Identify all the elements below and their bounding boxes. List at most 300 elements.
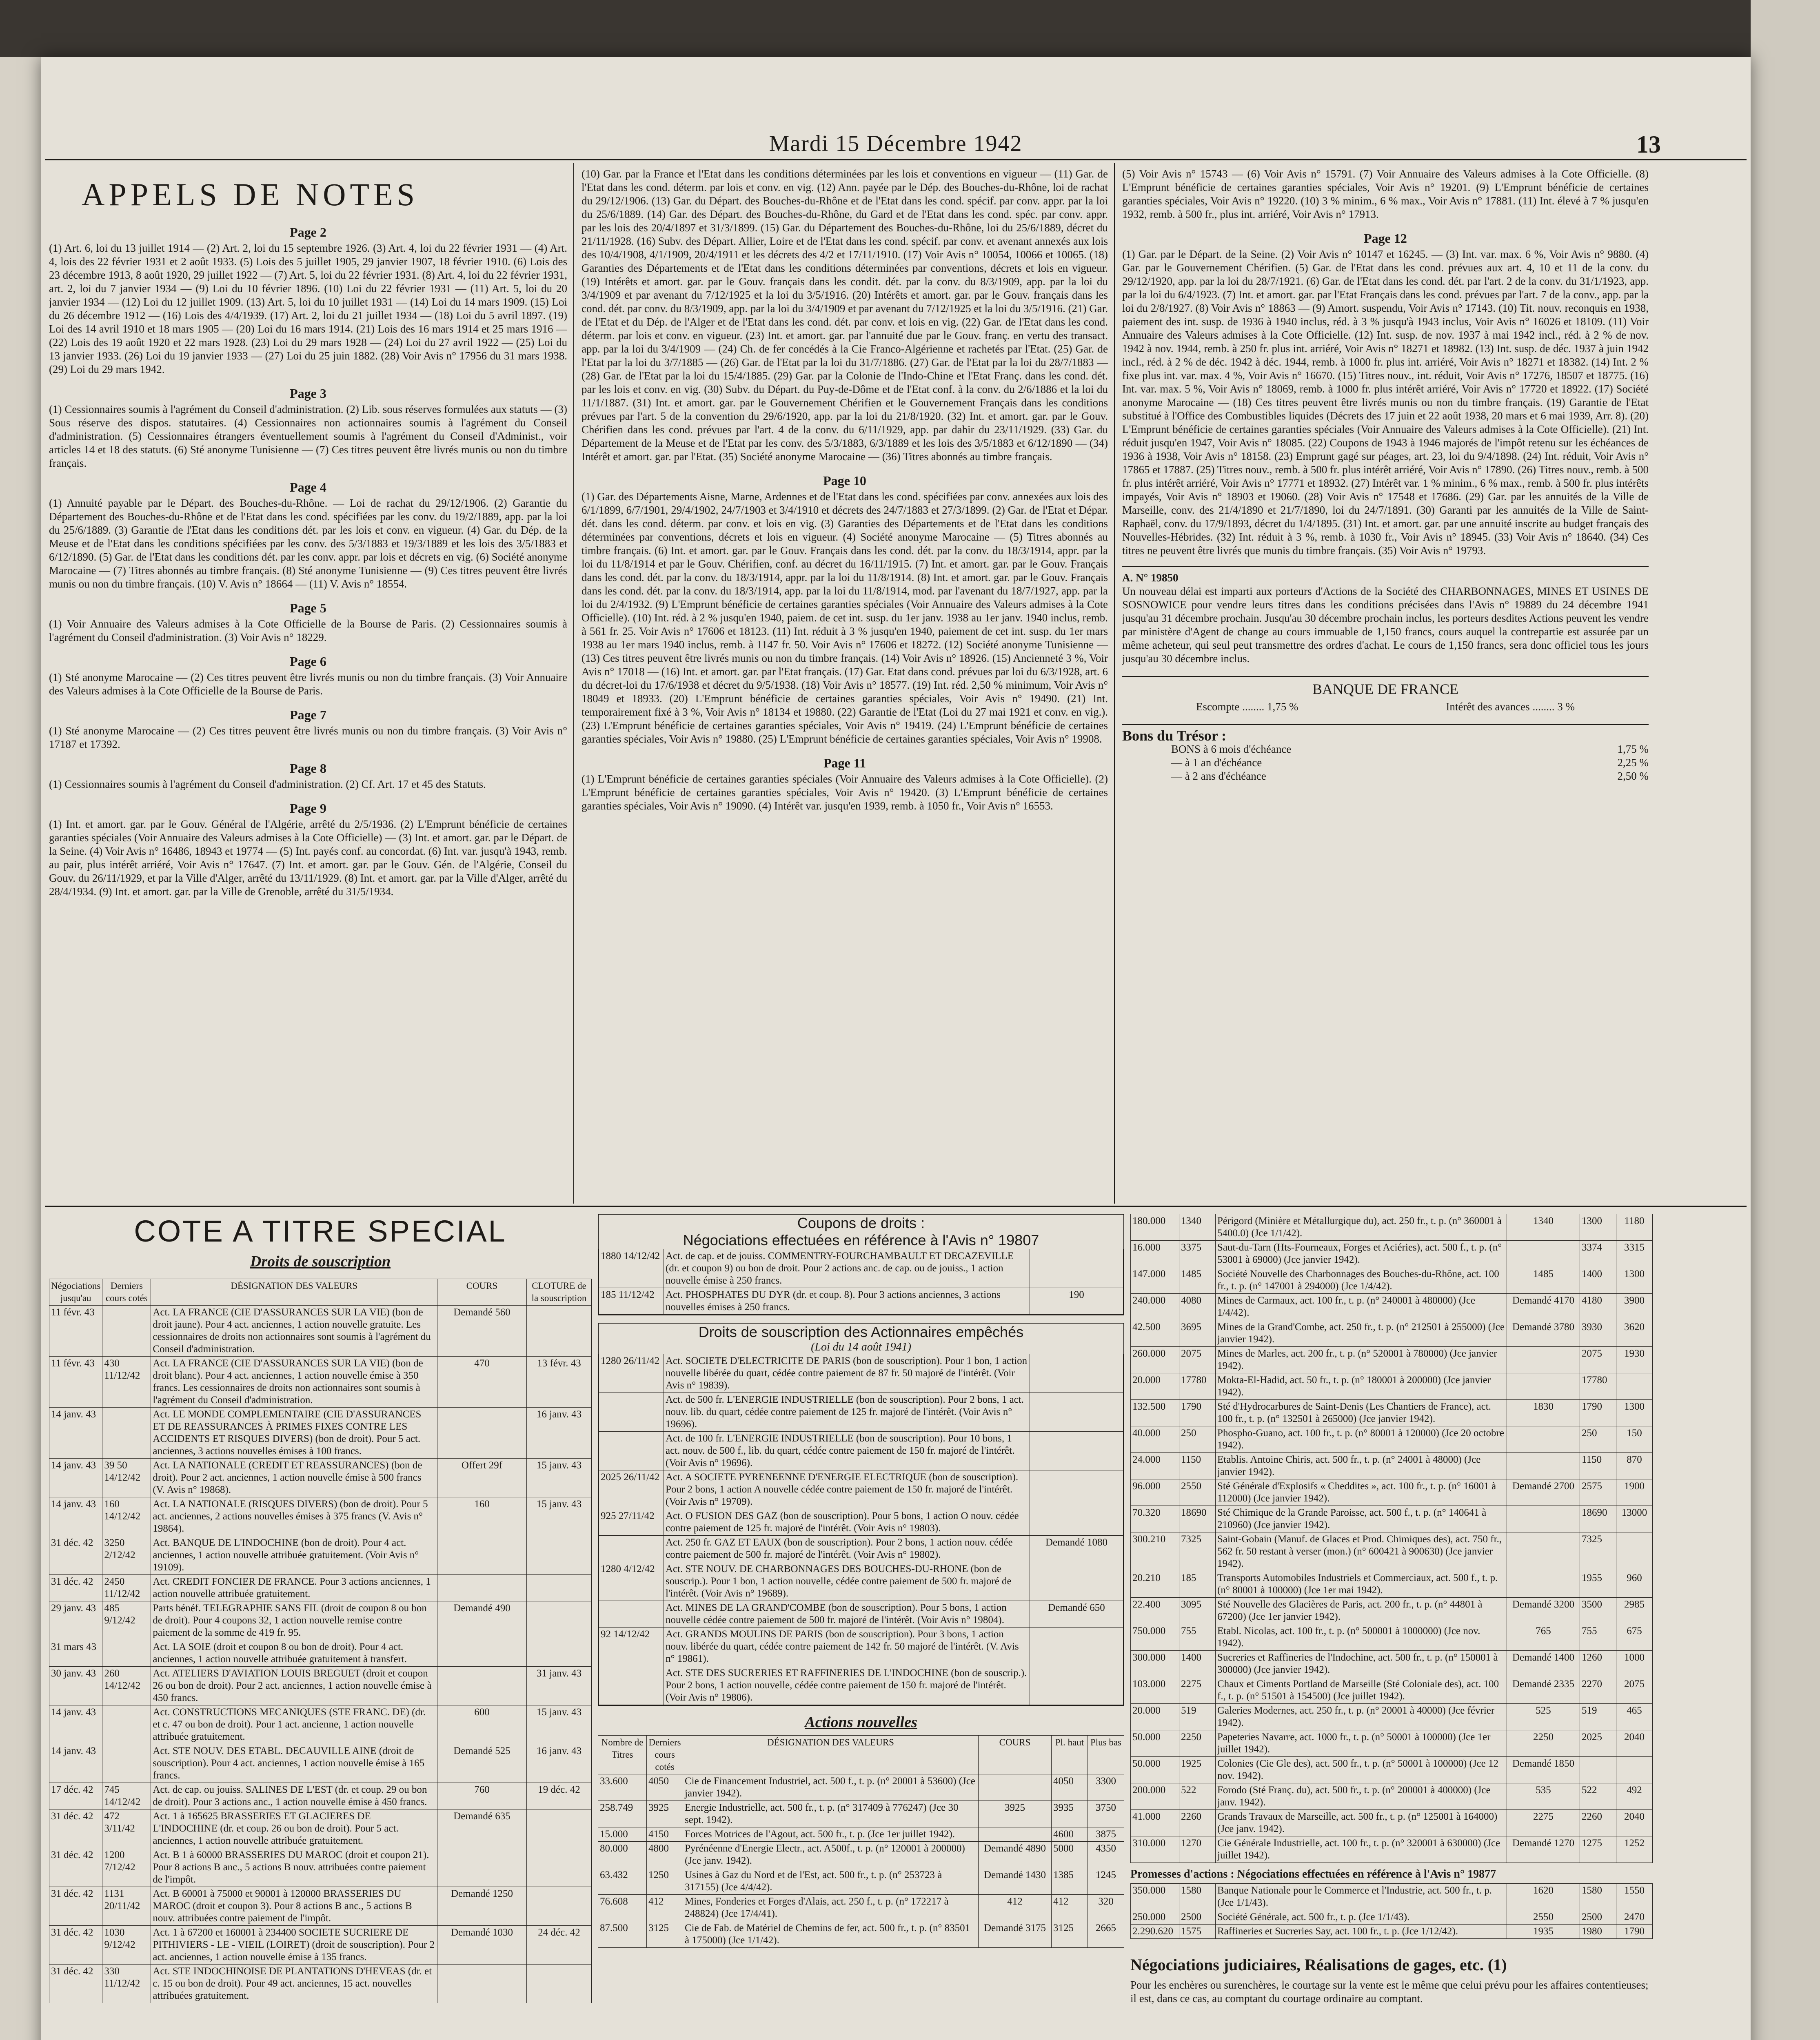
banque-title: BANQUE DE FRANCE bbox=[1312, 681, 1458, 697]
cell-hi: 1385 bbox=[1052, 1868, 1088, 1895]
table-row bbox=[49, 1848, 592, 1887]
table-row bbox=[1131, 1532, 1653, 1571]
adjacent-page-edge bbox=[0, 57, 41, 2040]
cell-name: Sté d'Hydrocarbures de Saint-Denis (Les Chantiers de France), act. 100 fr., t. p. (n° 132501 à 265000) (Jce janvier 1942). bbox=[1216, 1400, 1507, 1426]
right-notes-top: (5) Voir Avis n° 15743 — (6) Voir Avis n° 15791. (7) Voir Annuaire des Valeurs admises à la Cote Officielle. (8) L'Emprunt bénéficie de certaines garanties spéciales, Voir Avis n° 19201. (9) L'Emprunt bénéficie de certaines garanties spéciales, Voir Avis n° 19220. (10) 3 % minim., 6 % max., Voir Avis n° 17881. (11) Int. élevé à 7 % jusqu'en 1932, remb. à 500 fr., plus int. arriéré, Voir Avis n° 17913. bbox=[1122, 168, 1649, 220]
cell-cours bbox=[1507, 1453, 1580, 1479]
cell-cours: Demandé 1430 bbox=[979, 1868, 1052, 1895]
cell-close bbox=[527, 1306, 592, 1357]
cell-last: 1030 9/12/42 bbox=[102, 1926, 151, 1965]
cell-date: 31 mars 43 bbox=[49, 1640, 102, 1667]
table-row bbox=[49, 1667, 592, 1705]
cell-cours bbox=[1030, 1509, 1123, 1536]
cell-cours: 2550 bbox=[1507, 1910, 1580, 1925]
cell-cours: Demandé 3780 bbox=[1507, 1320, 1580, 1347]
table-row bbox=[1131, 1479, 1653, 1506]
cell-lo: 1000 bbox=[1616, 1651, 1653, 1677]
coupons-section bbox=[598, 1214, 1124, 2040]
cell-cours: 2275 bbox=[1507, 1810, 1580, 1836]
note-section-text: (10) Gar. par la France et l'Etat dans les conditions déterminées par les lois et conventions en vigueur — (11) Gar. de l'Etat dans les cond. déterm. par lois et conv. en vig. (12) Ann. payée par le Dép. des Bouches-du-Rhône, loi de rachat du 29/12/1906. (13) Gar. du Départ. des Bouches-du-Rhône et de l'Etat dans les cond. spécif. par conv. appr. par la loi du 25/6/1889. (14) Gar. des Départ. des Bouches-du-Rhône, du Gard et de l'Etat dans les cond. spéc. par conv. appr. par les lois des 20/4/1897 et 31/3/1899. (15) Gar. du Département des Bouches-du-Rhône, loi du 25/6/1889, décret du 21/11/1928. (16) Subv. des Départ. Allier, Loire et de l'Etat dans les cond. spécif. par conv. et avenant annexés aux lois des 10/4/1908, 4/1/1909, 20/4/1911 et les décrets des 4/2 et 17/11/1910. (17) Voir Avis n° 10054, 10066 et 10065. (18) Garanties des Départements et de l'Etat dans les conditions déterminées par conventions, décrets et lois en vigueur. (19) Intérêts et amort. gar. par le Gouv. français dans les condit. dét. par la conv. du 8/3/1909, app. par la loi du 3/4/1909 et par avenant du 7/12/1925 et la loi du 3/5/1916. (20) Intérêts et amort. gar. par le Gouv. français dans les cond. dét. par conv. du 8/3/1909, app. par la loi du 3/4/1909 et par avenant du 7/12/1925 et la loi du 3/5/1916. (21) Gar. de l'Etat et du Dép. de l'Alger et de l'Etat dans les cond. dét. par conv. et lois en vig. (22) Gar. de l'Etat dans les cond. déterm. par lois et conv. en vigueur. (23) Int. et amort. gar. par l'annuité due par le Gouv. franç. en vertu des transact. app. par la loi du 3/4/1909 — (24) Ch. de fer concédés à la Cie Franco-Algérienne et rachetés par l'Etat. (25) Gar. de l'Etat par la loi du 3/7/1885 — (26) Gar. de l'Etat par la loi du 31/7/1886. (27) Gar. de l'Etat par la loi du 28/7/1883 — (28) Gar. de l'Etat par la loi du 15/4/1885. (29) Gar. par la Colonie de l'Indo-Chine et l'Etat Franç. dans les cond. dét. par les lois et conv. en vig. (30) Subv. du Départ. du Puy-de-Dôme et de l'Etat conf. à la conv. du 2/6/1886 et la loi du 11/1/1887. (31) Int. et amort. gar. par le Gouvernement Chérifien et le Gouvernement Français dans les conditions prévues par l'art. 5 de la convention du 29/6/1920, app. par la loi du 21/8/1920. (32) Int. et amort. gar. par le Gouv. Chérifien dans les cond. prévues par l'art. 4 de la conv. du 6/11/1929, app. par dahir du 23/11/1929. (33) Gar. du Département de la Meuse et de l'Etat par les conv. des 5/3/1883, 6/3/1889 et les lois des 3/5/1883 et 6/12/1890 — (34) Intérêt et amort. gar. par l'Etat. (35) Société anonyme Marocaine — (36) Titres abonnés au timbre français. bbox=[582, 168, 1108, 463]
interet-label: Intérêt des avances bbox=[1446, 701, 1530, 713]
cell-n: 22.400 bbox=[1131, 1598, 1179, 1624]
cell-last: 4050 bbox=[647, 1774, 683, 1801]
cell-name: Act. A SOCIETE PYRENEENNE D'ENERGIE ELECTRIQUE (bon de souscription). Pour 2 bons, 1 action A nouvelle cédée contre paiement de 150 fr. majoré de l'intérêt. (Voir Avis n° 19709). bbox=[664, 1470, 1030, 1509]
note-section-title: Page 2 bbox=[290, 225, 326, 239]
cell-name: Mines, Fonderies et Forges d'Alais, act. 250 f., t. p. (n° 172217 à 248824) (Jce 17/4/41). bbox=[683, 1895, 979, 1921]
cell-name: Act. MINES DE LA GRAND'COMBE (bon de souscription). Pour 5 bons, 1 action nouvelle cédée contre paiement de 500 fr. majoré de l'intérêt. (Voir Avis n° 19804). bbox=[664, 1601, 1030, 1628]
bons-row bbox=[1171, 743, 1649, 756]
cell-last: 3925 bbox=[647, 1801, 683, 1827]
cell-n: 250.000 bbox=[1131, 1910, 1179, 1925]
column-header: Derniers cours cotés bbox=[647, 1736, 683, 1774]
cell-lo: 1790 bbox=[1616, 1925, 1653, 1939]
cell-cours: Demandé 1250 bbox=[437, 1887, 527, 1926]
cell-cours: Demandé 560 bbox=[437, 1306, 527, 1357]
cell-date: 925 27/11/42 bbox=[599, 1509, 664, 1536]
cell-name: Saut-du-Tarn (Hts-Fourneaux, Forges et Aciéries), act. 500 f., t. p. (n° 53001 à 69000) (Jce janvier 1942). bbox=[1216, 1241, 1507, 1267]
table-row bbox=[1131, 1624, 1653, 1651]
cell-date: 11 févr. 43 bbox=[49, 1357, 102, 1408]
table-row bbox=[1131, 1810, 1653, 1836]
escompte-value: 1,75 % bbox=[1267, 701, 1298, 713]
note-section-text: (1) Int. et amort. gar. par le Gouv. Général de l'Algérie, arrêté du 2/5/1936. (2) L'Emprunt bénéficie de certaines garanties spéciales (Voir Annuaire des Valeurs admises à la Cote Officielle) — (3) Int. et amort. gar. par le Départ. de la Seine. (4) Voir Avis n° 16486, 18943 et 19774 — (5) Int. payés conf. au concordat. (6) Int. var. jusqu'à 1943, remb. au pair, plus intérêt arriéré, Voir Avis n° 17647. (7) Int. et amort. gar. par le Gouv. Gén. de l'Algérie, Conseil du Gouv. du 26/11/1929, et par la Ville d'Alger, arrêté du 13/11/1929. (8) Int. et amort. gar. par la Ville d'Alger, arrêté du 28/4/1934. (9) Int. et amort. gar. par la Ville de Grenoble, arrêté du 31/5/1934. bbox=[49, 818, 567, 898]
cell-date: 31 déc. 42 bbox=[49, 1926, 102, 1965]
cell-lo: 2075 bbox=[1616, 1677, 1653, 1704]
cell-last: 1340 bbox=[1179, 1214, 1216, 1241]
middle-sections bbox=[582, 167, 1108, 813]
cell-last: 3125 bbox=[647, 1921, 683, 1948]
cell-hi: 519 bbox=[1580, 1704, 1616, 1730]
cell-n: 147.000 bbox=[1131, 1267, 1179, 1294]
cell-last: 4150 bbox=[647, 1827, 683, 1842]
cell-date: 11 févr. 43 bbox=[49, 1306, 102, 1357]
cell-hi: 2575 bbox=[1580, 1479, 1616, 1506]
cell-last: 485 9/12/42 bbox=[102, 1601, 151, 1640]
cell-cours bbox=[1030, 1393, 1123, 1432]
cell-cours: 525 bbox=[1507, 1704, 1580, 1730]
cell-hi: 3930 bbox=[1580, 1320, 1616, 1347]
cell-n: 240.000 bbox=[1131, 1294, 1179, 1320]
cell-date: 31 déc. 42 bbox=[49, 1965, 102, 2003]
cell-date: 31 déc. 42 bbox=[49, 1887, 102, 1926]
cell-hi: 755 bbox=[1580, 1624, 1616, 1651]
note-section-text: (1) Annuité payable par le Départ. des Bouches-du-Rhône. — Loi de rachat du 29/12/1906. (2) Garantie du Département des Bouches-du-Rhône et de l'Etat dans les cond. spécifiées par les conv. du 19/2/1889, app. par la loi du 25/6/1889. (3) Garantie de l'Etat dans les conditions dét. par les lois et conv. en vigueur. (4) Gar. du Dép. de la Meuse et de l'Etat dans les conditions spécifiées par les conv. des 5/3/1883 et 19/3/1889 et les lois des 3/5/1883 et 6/12/1890. (5) Gar. de l'Etat dans les conditions dét. par les conv. appr. par lois et décrets en vig. (6) Société anonyme Marocaine — (7) Titres abonnés au timbre français. (8) Sté anonyme Tunisienne — (9) Ces titres peuvent être livrés munis ou non du timbre français. (10) V. Avis n° 18664 — (11) V. Avis n° 18554. bbox=[49, 497, 567, 590]
cell-name: Etablis. Antoine Chiris, act. 500 fr., t. p. (n° 24001 à 48000) (Jce janvier 1942). bbox=[1216, 1453, 1507, 1479]
cell-cours: Demandé 1030 bbox=[437, 1926, 527, 1965]
cell-date: 29 janv. 43 bbox=[49, 1601, 102, 1640]
cell-close: 15 janv. 43 bbox=[527, 1705, 592, 1744]
cell-last: 3095 bbox=[1179, 1598, 1216, 1624]
cell-cours bbox=[1030, 1470, 1123, 1509]
table-row bbox=[49, 1306, 592, 1357]
cell-n: 300.000 bbox=[1131, 1651, 1179, 1677]
coupons-title: Coupons de droits : bbox=[797, 1215, 925, 1231]
cell-cours: Demandé 525 bbox=[437, 1744, 527, 1783]
cell-lo: 13000 bbox=[1616, 1506, 1653, 1532]
cell-n: 70.320 bbox=[1131, 1506, 1179, 1532]
cell-name: Act. de cap. et de jouiss. COMMENTRY-FOURCHAMBAULT ET DECAZEVILLE (dr. et coupon 9) ou bon de droit. Pour 2 actions anc. de cap. ou de jouiss., 1 action nouvelle émise à 250 francs. bbox=[664, 1249, 1030, 1288]
cell-name: Act. CONSTRUCTIONS MECANIQUES (STE FRANC. DE) (dr. et c. 47 ou bon de droit). Pour 1 act. ancienne, 1 action nouvelle attribuée gratuitement. bbox=[151, 1705, 437, 1744]
section-rule bbox=[45, 1206, 1747, 1207]
cell-cours: Demandé 490 bbox=[437, 1601, 527, 1640]
cell-cours bbox=[1507, 1426, 1580, 1453]
cell-lo: 870 bbox=[1616, 1453, 1653, 1479]
table-row bbox=[49, 1705, 592, 1744]
column-header: Pl. haut bbox=[1052, 1736, 1088, 1774]
cell-date: 1880 14/12/42 bbox=[599, 1249, 664, 1288]
cell-close: 31 janv. 43 bbox=[527, 1667, 592, 1705]
cell-date bbox=[599, 1666, 664, 1705]
cell-name: Phospho-Guano, act. 100 fr., t. p. (n° 80001 à 120000) (Jce 20 octobre 1942). bbox=[1216, 1426, 1507, 1453]
cell-hi: 1790 bbox=[1580, 1400, 1616, 1426]
cell-name: Act. B 60001 à 75000 et 90001 à 120000 BRASSERIES DU MAROC (droit et coupon 3). Pour 8 actions B anc., 5 actions B nouv. attribuées contre paiement de l'impôt. bbox=[151, 1887, 437, 1926]
table-row bbox=[599, 1249, 1123, 1288]
cell-lo: 2040 bbox=[1616, 1810, 1653, 1836]
table-row bbox=[599, 1509, 1123, 1536]
column-header: DÉSIGNATION DES VALEURS bbox=[151, 1279, 437, 1306]
cell-n: 42.500 bbox=[1131, 1320, 1179, 1347]
table-row bbox=[1131, 1598, 1653, 1624]
column-header: Derniers cours cotés bbox=[102, 1279, 151, 1306]
cell-last: 2450 11/12/42 bbox=[102, 1575, 151, 1601]
cell-lo: 1252 bbox=[1616, 1836, 1653, 1863]
cell-n: 180.000 bbox=[1131, 1214, 1179, 1241]
cell-last: 1485 bbox=[1179, 1267, 1216, 1294]
cell-cours bbox=[1507, 1373, 1580, 1400]
cell-cours bbox=[1030, 1249, 1123, 1288]
cell-date bbox=[599, 1536, 664, 1562]
note-section-title: Page 9 bbox=[290, 801, 326, 816]
cell-name: Colonies (Cie Gle des), act. 500 fr., t. p. (n° 50001 à 100000) (Jce 12 nov. 1942). bbox=[1216, 1757, 1507, 1783]
cell-last: 3250 2/12/42 bbox=[102, 1536, 151, 1575]
interet-value: 3 % bbox=[1557, 701, 1575, 713]
cell-cours: 1935 bbox=[1507, 1925, 1580, 1939]
cell-last: 185 bbox=[1179, 1571, 1216, 1598]
cell-lo: 3315 bbox=[1616, 1241, 1653, 1267]
note-section-title: Page 11 bbox=[823, 756, 866, 770]
cell-date: 1280 4/12/42 bbox=[599, 1562, 664, 1601]
empeches-table bbox=[599, 1354, 1123, 1705]
cell-last bbox=[102, 1744, 151, 1783]
cell-n: 260.000 bbox=[1131, 1347, 1179, 1373]
cell-cours bbox=[979, 1827, 1052, 1842]
cell-lo bbox=[1616, 1373, 1653, 1400]
cell-hi: 1400 bbox=[1580, 1267, 1616, 1294]
table-row bbox=[599, 1432, 1123, 1470]
cell-cours bbox=[1030, 1432, 1123, 1470]
right-notes-column bbox=[1122, 167, 1649, 1204]
cell-name: Act. LA SOIE (droit et coupon 8 ou bon de droit). Pour 4 act. anciennes, 1 action nouvelle attribuée gratuitement à transfert. bbox=[151, 1640, 437, 1667]
cell-last: 260 14/12/42 bbox=[102, 1667, 151, 1705]
table-row bbox=[49, 1809, 592, 1848]
cell-last: 1270 bbox=[1179, 1836, 1216, 1863]
table-row bbox=[49, 1459, 592, 1497]
cell-cours: Demandé 650 bbox=[1030, 1601, 1123, 1628]
bons-value: 1,75 % bbox=[1617, 743, 1649, 755]
cell-date: 14 janv. 43 bbox=[49, 1705, 102, 1744]
cell-name: Chaux et Ciments Portland de Marseille (Sté Coloniale des), act. 100 f., t. p. (n° 51501 à 154500) (Jce juillet 1942). bbox=[1216, 1677, 1507, 1704]
note-section-text: (1) Cessionnaires soumis à l'agrément du Conseil d'administration. (2) Cf. Art. 17 et 45 des Statuts. bbox=[49, 778, 486, 790]
cell-name: Galeries Modernes, act. 250 fr., t. p. (n° 20001 à 40000) (Jce février 1942). bbox=[1216, 1704, 1507, 1730]
cell-last: 7325 bbox=[1179, 1532, 1216, 1571]
cell-date bbox=[599, 1432, 664, 1470]
note-section-title: Page 8 bbox=[290, 761, 326, 776]
cell-hi: 3500 bbox=[1580, 1598, 1616, 1624]
table-row bbox=[49, 1497, 592, 1536]
cell-last: 2550 bbox=[1179, 1479, 1216, 1506]
cell-last: 755 bbox=[1179, 1624, 1216, 1651]
table-row bbox=[1131, 1651, 1653, 1677]
empeches-subtitle: (Loi du 14 août 1941) bbox=[811, 1341, 911, 1353]
cell-name: Transports Automobiles Industriels et Commerciaux, act. 500 f., t. p. (n° 80001 à 100000) (Jce 1er mai 1942). bbox=[1216, 1571, 1507, 1598]
cell-name: Forodo (Sté Franç. du), act. 500 fr., t. p. (n° 200001 à 400000) (Jce janv. 1942). bbox=[1216, 1783, 1507, 1810]
cell-close bbox=[527, 1601, 592, 1640]
cell-lo: 2985 bbox=[1616, 1598, 1653, 1624]
bons-label: — à 2 ans d'échéance bbox=[1171, 770, 1266, 782]
cell-name: Société Nouvelle des Charbonnages des Bouches-du-Rhône, act. 100 fr., t. p. (n° 147001 à 294000) (Jce 1/4/42). bbox=[1216, 1267, 1507, 1294]
cell-name: Mines de Marles, act. 200 fr., t. p. (n° 520001 à 780000) (Jce janvier 1942). bbox=[1216, 1347, 1507, 1373]
bons-label: BONS à 6 mois d'échéance bbox=[1171, 743, 1292, 755]
cell-cours bbox=[1507, 1532, 1580, 1571]
bons-value: 2,50 % bbox=[1617, 770, 1649, 782]
cell-cours: Demandé 1270 bbox=[1507, 1836, 1580, 1863]
cell-name: Energie Industrielle, act. 500 fr., t. p. (n° 317409 à 776247) (Jce 30 sept. 1942). bbox=[683, 1801, 979, 1827]
cell-name: Sté Générale d'Explosifs « Cheddites », act. 100 fr., t. p. (n° 16001 à 112000) (Jce janvier 1942). bbox=[1216, 1479, 1507, 1506]
cell-name: Act. 1 à 165625 BRASSERIES ET GLACIERES DE L'INDOCHINE (dr. et coup. 26 ou bon de droit). Pour 5 act. anciennes, 1 action nouvelle attribuée gratuitement. bbox=[151, 1809, 437, 1848]
cell-date: 30 janv. 43 bbox=[49, 1667, 102, 1705]
cell-name: Act. 250 fr. GAZ ET EAUX (bon de souscription). Pour 2 bons, 1 action nouv. cédée contre paiement de 500 fr. majoré de l'intérêt. (Voir Avis n° 19802). bbox=[664, 1536, 1030, 1562]
cell-hi: 1580 bbox=[1580, 1884, 1616, 1910]
note-section-text: (1) Sté anonyme Marocaine — (2) Ces titres peuvent être livrés munis ou non du timbre français. (3) Voir Annuaire des Valeurs admises à la Cote Officielle de la Bourse de Paris. bbox=[49, 671, 567, 697]
cell-hi: 3125 bbox=[1052, 1921, 1088, 1948]
cell-date: 31 déc. 42 bbox=[49, 1848, 102, 1887]
cell-hi: 1980 bbox=[1580, 1925, 1616, 1939]
nouvelles-table bbox=[598, 1735, 1124, 1948]
cell-name: Cie Générale Industrielle, act. 100 fr., t. p. (n° 320001 à 630000) (Jce juillet 1942). bbox=[1216, 1836, 1507, 1863]
cote-table bbox=[49, 1279, 592, 2003]
cell-date: 2025 26/11/42 bbox=[599, 1470, 664, 1509]
column-header: DÉSIGNATION DES VALEURS bbox=[683, 1736, 979, 1774]
cell-last: 430 11/12/42 bbox=[102, 1357, 151, 1408]
cell-hi: 2270 bbox=[1580, 1677, 1616, 1704]
cell-date: 14 janv. 43 bbox=[49, 1408, 102, 1459]
cell-date: 17 déc. 42 bbox=[49, 1783, 102, 1809]
cell-cours bbox=[437, 1536, 527, 1575]
cell-hi: 4600 bbox=[1052, 1827, 1088, 1842]
note-section-title: Page 5 bbox=[290, 601, 326, 615]
note-section-title: Page 3 bbox=[290, 386, 326, 401]
table-row bbox=[1131, 1241, 1653, 1267]
table-row bbox=[49, 1408, 592, 1459]
cell-cours: 470 bbox=[437, 1357, 527, 1408]
cell-date: 31 déc. 42 bbox=[49, 1575, 102, 1601]
cell-cours: 190 bbox=[1030, 1288, 1123, 1315]
cell-date: 92 14/12/42 bbox=[599, 1628, 664, 1666]
table-row bbox=[599, 1628, 1123, 1666]
cell-name: Mokta-El-Hadid, act. 50 fr., t. p. (n° 180001 à 200000) (Jce janvier 1942). bbox=[1216, 1373, 1507, 1400]
table-row bbox=[599, 1666, 1123, 1705]
cell-close bbox=[527, 1536, 592, 1575]
cell-cours: 3925 bbox=[979, 1801, 1052, 1827]
cell-n: 76.608 bbox=[598, 1895, 647, 1921]
cell-cours bbox=[437, 1848, 527, 1887]
cell-cours bbox=[437, 1575, 527, 1601]
cell-name: Act. LE MONDE COMPLEMENTAIRE (CIE D'ASSURANCES ET DE REASSURANCES À PRIMES FIXES CONTRE LES ACCIDENTS ET RISQUES DIVERS) (bon de droit). Pour 5 act. anciennes, 3 actions nouvelles émises à 100 francs. bbox=[151, 1408, 437, 1459]
table-row bbox=[599, 1354, 1123, 1393]
cell-cours bbox=[437, 1408, 527, 1459]
cell-date bbox=[599, 1393, 664, 1432]
cell-close bbox=[527, 1848, 592, 1887]
cell-name: Act. de cap. ou jouiss. SALINES DE L'EST (dr. et coup. 29 ou bon de droit). Pour 3 actions anc., 1 action nouvelle émise à 450 francs. bbox=[151, 1783, 437, 1809]
nouvelles-title: Actions nouvelles bbox=[805, 1714, 917, 1731]
cell-name: Société Générale, act. 500 fr., t. p. (Jce 1/1/43). bbox=[1216, 1910, 1507, 1925]
cell-cours bbox=[1030, 1666, 1123, 1705]
cell-name: Pyrénéenne d'Energie Electr., act. A500f., t. p. (n° 120001 à 200000) (Jce janv. 1942). bbox=[683, 1842, 979, 1868]
cell-close: 24 déc. 42 bbox=[527, 1926, 592, 1965]
cell-name: Etabl. Nicolas, act. 100 fr., t. p. (n° 500001 à 1000000) (Jce nov. 1942). bbox=[1216, 1624, 1507, 1651]
cell-hi: 412 bbox=[1052, 1895, 1088, 1921]
cell-lo: 1300 bbox=[1616, 1267, 1653, 1294]
cell-lo: 3300 bbox=[1088, 1774, 1124, 1801]
cell-name: Cie de Financement Industriel, act. 500 f., t. p. (n° 20001 à 53600) (Jce janvier 1942). bbox=[683, 1774, 979, 1801]
table-row bbox=[1131, 1925, 1653, 1939]
cell-cours bbox=[979, 1774, 1052, 1801]
avis-text: Un nouveau délai est imparti aux porteurs d'Actions de la Société des CHARBONNAGES, MINES ET USINES DE SOSNOWICE pour vendre leurs titres dans les conditions précisées dans l'Avis n° 19889 du 24 décembre 1941 jusqu'au 31 décembre prochain. Jusqu'au 30 décembre prochain inclus, les porteurs desdites Actions peuvent les vendre par ministère d'Agent de change au cours immuable de 1,150 francs, cours auquel la contrepartie est assurée par un même acheteur, qui seul peut transmettre des ordres d'achat. Le cours de 1,150 francs, sera donc officiel tous les jours jusqu'au 30 décembre inclus. bbox=[1122, 585, 1649, 665]
table-row bbox=[599, 1562, 1123, 1601]
cell-name: Mines de la Grand'Combe, act. 250 fr., t. p. (n° 212501 à 255000) (Jce janvier 1942). bbox=[1216, 1320, 1507, 1347]
bons-list bbox=[1171, 743, 1649, 783]
table-row bbox=[49, 1783, 592, 1809]
table-row bbox=[598, 1827, 1124, 1842]
cell-lo: 2040 bbox=[1616, 1730, 1653, 1757]
cell-cours bbox=[1507, 1241, 1580, 1267]
cell-cours: Demandé 4170 bbox=[1507, 1294, 1580, 1320]
cell-name: Act. STE NOUV. DE CHARBONNAGES DES BOUCHES-DU-RHONE (bon de souscrip.). Pour 1 bon, 1 action nouvelle, cédée contre paiement de 500 fr. majoré de l'intérêt. (Voir Avis n° 19689). bbox=[664, 1562, 1030, 1601]
cell-cours: 760 bbox=[437, 1783, 527, 1809]
cell-name: Act. O FUSION DES GAZ (bon de souscription). Pour 5 bons, 1 action O nouv. cédée contre paiement de 125 fr. majoré de l'intérêt. (Voir Avis n° 19803). bbox=[664, 1509, 1030, 1536]
cell-n: 132.500 bbox=[1131, 1400, 1179, 1426]
table-row bbox=[1131, 1506, 1653, 1532]
cell-cours bbox=[1507, 1347, 1580, 1373]
column-header: COURS bbox=[979, 1736, 1052, 1774]
cell-close bbox=[527, 1965, 592, 2003]
table-row bbox=[1131, 1783, 1653, 1810]
cell-name: Act. GRANDS MOULINS DE PARIS (bon de souscription). Pour 3 bons, 1 action nouv. libérée du quart, cédée contre paiement de 142 fr. 50 majoré de l'intérêt. (V. Avis n° 19861). bbox=[664, 1628, 1030, 1666]
cell-hi: 1955 bbox=[1580, 1571, 1616, 1598]
newspaper-page bbox=[41, 57, 1751, 2040]
bons-row bbox=[1171, 769, 1649, 783]
table-row bbox=[598, 1921, 1124, 1948]
note-section-title: Page 7 bbox=[290, 707, 326, 722]
cell-last: 2275 bbox=[1179, 1677, 1216, 1704]
cell-cours: Offert 29f bbox=[437, 1459, 527, 1497]
cell-last: 39 50 14/12/42 bbox=[102, 1459, 151, 1497]
table-row bbox=[599, 1601, 1123, 1628]
coupons-subtitle: Négociations effectuées en référence à l'Avis n° 19807 bbox=[683, 1232, 1039, 1248]
table-row bbox=[598, 1868, 1124, 1895]
cell-n: 103.000 bbox=[1131, 1677, 1179, 1704]
table-row bbox=[1131, 1267, 1653, 1294]
negociations-title: Négociations judiciaires, Réalisations de gages, etc. (1) bbox=[1130, 1956, 1507, 1974]
cell-cours: Demandé 1400 bbox=[1507, 1651, 1580, 1677]
cell-close: 16 janv. 43 bbox=[527, 1408, 592, 1459]
cell-last: 2500 bbox=[1179, 1910, 1216, 1925]
column-header: Négociations jusqu'au bbox=[49, 1279, 102, 1306]
cell-close bbox=[527, 1640, 592, 1667]
cell-cours: 160 bbox=[437, 1497, 527, 1536]
cell-close: 19 déc. 42 bbox=[527, 1783, 592, 1809]
promesses-table bbox=[1130, 1883, 1653, 1939]
cell-cours: 535 bbox=[1507, 1783, 1580, 1810]
coupons-table bbox=[599, 1249, 1123, 1315]
cell-close: 16 janv. 43 bbox=[527, 1744, 592, 1783]
cell-hi: 7325 bbox=[1580, 1532, 1616, 1571]
table-row bbox=[1131, 1347, 1653, 1373]
table-row bbox=[49, 1887, 592, 1926]
cell-name: Act. LA FRANCE (CIE D'ASSURANCES SUR LA VIE) (bon de droit jaune). Pour 4 act. anciennes, 1 action nouvelle gratuite. Les cessionnaires de droits non actionnaires sont soumis à l'agrément du Conseil d'administration. bbox=[151, 1306, 437, 1357]
cell-hi: 18690 bbox=[1580, 1506, 1616, 1532]
cell-last: 745 14/12/42 bbox=[102, 1783, 151, 1809]
table-row bbox=[1131, 1571, 1653, 1598]
cell-lo: 4350 bbox=[1088, 1842, 1124, 1868]
cell-cours: Demandé 3175 bbox=[979, 1921, 1052, 1948]
cell-name: Act. BANQUE DE L'INDOCHINE (bon de droit). Pour 4 act. anciennes, 1 action nouvelle attribuée gratuitement. (Voir Avis n° 19109). bbox=[151, 1536, 437, 1575]
cell-hi: 1275 bbox=[1580, 1836, 1616, 1863]
cell-last: 4800 bbox=[647, 1842, 683, 1868]
cell-last: 4080 bbox=[1179, 1294, 1216, 1320]
cell-name: Saint-Gobain (Manuf. de Glaces et Prod. Chimiques des), act. 750 fr., 562 fr. 50 restant à verser (mon.) (n° 600421 à 900630) (Jce janvier 1942). bbox=[1216, 1532, 1507, 1571]
cell-last: 1131 20/11/42 bbox=[102, 1887, 151, 1926]
cell-last: 1400 bbox=[1179, 1651, 1216, 1677]
table-row bbox=[49, 1536, 592, 1575]
header-rule bbox=[45, 159, 1747, 160]
cell-n: 87.500 bbox=[598, 1921, 647, 1948]
cell-cours bbox=[437, 1667, 527, 1705]
table-row bbox=[1131, 1836, 1653, 1863]
table-row bbox=[1131, 1704, 1653, 1730]
cell-cours bbox=[1030, 1562, 1123, 1601]
cell-hi: 2075 bbox=[1580, 1347, 1616, 1373]
cell-cours: Demandé 3200 bbox=[1507, 1598, 1580, 1624]
cell-name: Sté Chimique de la Grande Paroisse, act. 500 f., t. p. (n° 140641 à 210960) (Jce janvier 1942). bbox=[1216, 1506, 1507, 1532]
cell-name: Act. STE INDOCHINOISE DE PLANTATIONS D'HEVEAS (dr. et c. 15 ou bon de droit). Pour 49 act. anciennes, 15 act. nouvelles attribuées gratuitement. bbox=[151, 1965, 437, 2003]
cell-lo: 1180 bbox=[1616, 1214, 1653, 1241]
cell-name: Act. LA NATIONALE (CREDIT ET REASSURANCES) (bon de droit). Pour 2 act. anciennes, 1 action nouvelle émise à 500 francs (V. Avis n° 19868). bbox=[151, 1459, 437, 1497]
cell-hi: 522 bbox=[1580, 1783, 1616, 1810]
cell-n: 50.000 bbox=[1131, 1757, 1179, 1783]
cell-hi: 3374 bbox=[1580, 1241, 1616, 1267]
note-section-title: Page 10 bbox=[823, 473, 866, 488]
cell-last: 1150 bbox=[1179, 1453, 1216, 1479]
cell-close: 15 janv. 43 bbox=[527, 1459, 592, 1497]
bons-row bbox=[1171, 756, 1649, 769]
cell-cours: 765 bbox=[1507, 1624, 1580, 1651]
cell-name: Act. LA FRANCE (CIE D'ASSURANCES SUR LA VIE) (bon de droit blanc). Pour 4 act. anciennes, 1 action nouvelle émise à 350 francs. Les cessionnaires de droits non actionnaires sont soumis à l'agrément du Conseil d'administration. bbox=[151, 1357, 437, 1408]
table-row bbox=[49, 1357, 592, 1408]
cell-name: Forces Motrices de l'Agout, act. 500 fr., t. p. (Jce 1er juillet 1942). bbox=[683, 1827, 979, 1842]
right-lower-section bbox=[1130, 1214, 1653, 2040]
table-row bbox=[1131, 1884, 1653, 1910]
table-row bbox=[1131, 1214, 1653, 1241]
note-section-text: (1) Sté anonyme Marocaine — (2) Ces titres peuvent être livrés munis ou non du timbre français. (3) Voir Avis n° 17187 et 17392. bbox=[49, 725, 567, 750]
table-row bbox=[1131, 1910, 1653, 1925]
cell-name: Sté Nouvelle des Glacières de Paris, act. 200 fr., t. p. (n° 44801 à 67200) (Jce 1er janvier 1942). bbox=[1216, 1598, 1507, 1624]
cell-lo bbox=[1616, 1757, 1653, 1783]
cell-n: 258.749 bbox=[598, 1801, 647, 1827]
cell-name: Grands Travaux de Marseille, act. 500 fr., t. p. (n° 125001 à 164000) (Jce janv. 1942). bbox=[1216, 1810, 1507, 1836]
column-header: CLOTURE de la souscription bbox=[527, 1279, 592, 1306]
cell-lo: 2470 bbox=[1616, 1910, 1653, 1925]
